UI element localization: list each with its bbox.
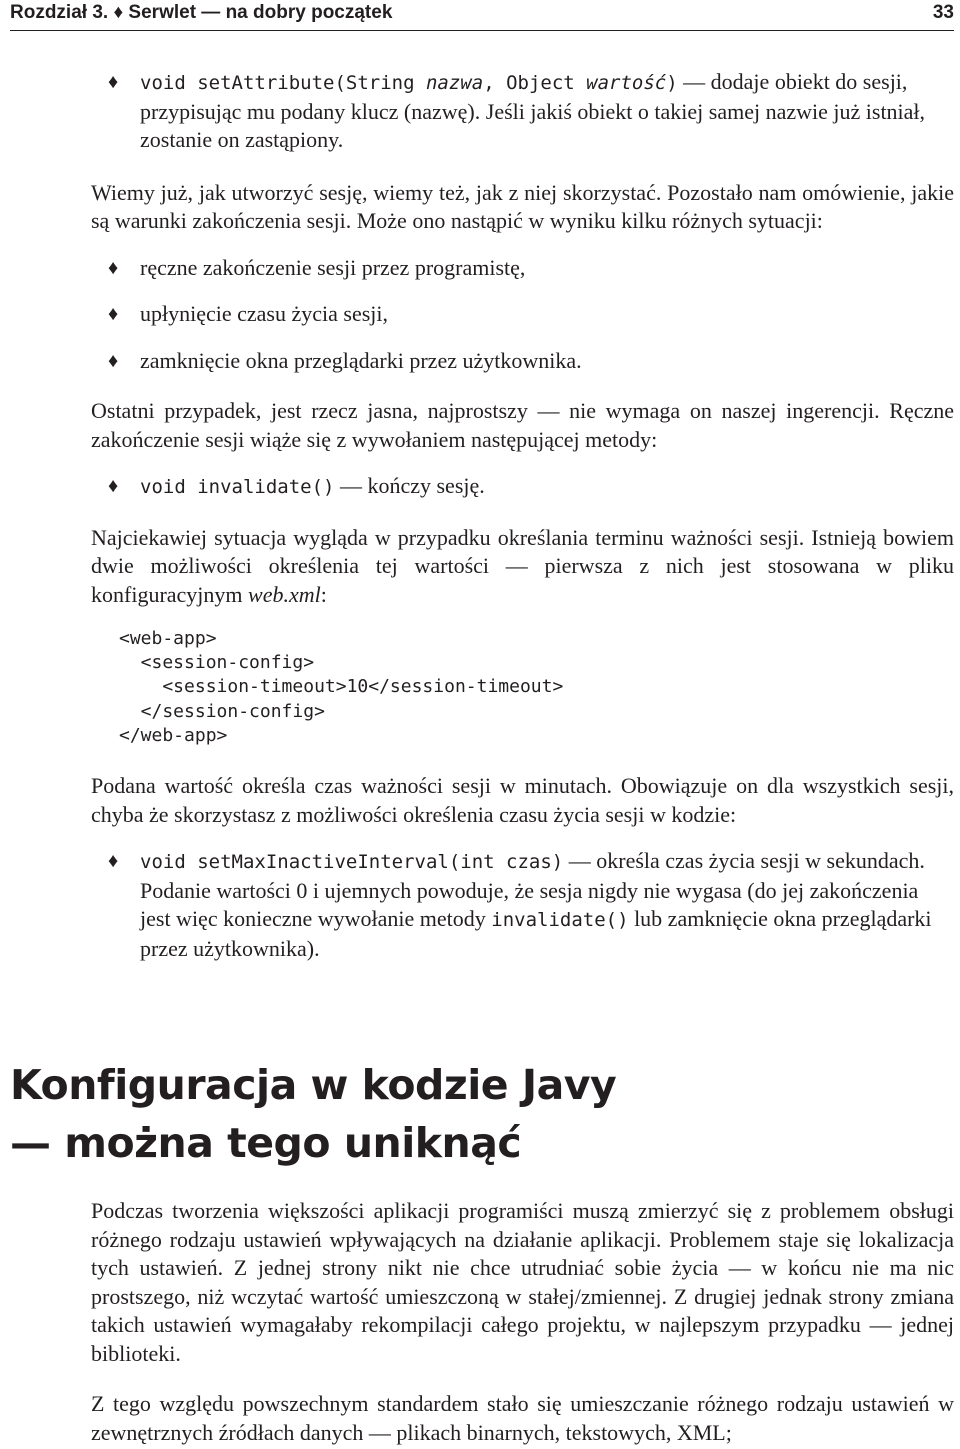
section-heading-line: — można tego uniknąć — [10, 1119, 522, 1167]
paragraph: Podczas tworzenia większości aplikacji programiści muszą zmierzyć się z problemem obsługi różnego rodzaju ustawień wpływających na działanie aplikacji. Problemem staje się lokalizacja tych ustawień. Z jednej strony nikt nie chce utrudniać sobie życia — w końcu nie ma nic prostszego, niż wczytać wartość umieszczoną w stałej/zmiennej. Z drugiej jednak strony zmiana takich ustawień wymagałaby rekompilacji całego projektu, w najlepszym przypadku — jednej biblioteki. — [91, 1198, 954, 1366]
list-item — [91, 347, 954, 376]
chapter-title: Rozdział 3. ♦ Serwlet — na dobry początek — [10, 2, 393, 23]
paragraph: Podana wartość określa czas ważności sesji w minutach. Obowiązuje on dla wszystkich sesji, chyba że skorzystasz z możliwości określenia czasu życia sesji w kodzie: — [91, 773, 954, 827]
list-item — [91, 300, 954, 329]
bullet-list-setattribute — [91, 68, 954, 155]
diamond-bullet-icon: ♦ — [108, 71, 119, 93]
section-heading — [10, 1056, 954, 1172]
paragraph — [91, 524, 954, 610]
item-description: lub zamknięcie okna przeglądarki przez użytkownika). — [140, 906, 932, 961]
code-signature: void setMaxInactiveInterval(int czas) — [140, 851, 564, 874]
paragraph: Wiemy już, jak utworzyć sesję, wiemy też, jak z niej skorzystać. Pozostało nam omówienie, jakie są warunki zakończenia sesji. Może ono nastąpić w wyniku kilku różnych sytuacji: — [91, 179, 954, 233]
code-signature: void invalidate() — [140, 476, 335, 498]
code-signature: ) — [666, 72, 678, 94]
diamond-bullet-icon: ♦ — [108, 256, 119, 279]
list-item — [91, 472, 954, 502]
diamond-bullet-icon: ♦ — [108, 303, 119, 325]
paragraph-text: Najciekawiej sytuacja wygląda w przypadku określania terminu ważności sesji. Istnieją bowiem dwie możliwości określenia tej wartości — pierwsza z nich jest stosowana w pliku konfiguracyjnym — [91, 524, 954, 607]
paragraph: Ostatni przypadek, jest rzecz jasna, najprostszy — nie wymaga on naszej ingerencji. Ręczne zakończenie sesji wiąże się z wywołaniem następującej metody: — [91, 398, 954, 452]
bullet-list-invalidate — [91, 472, 954, 502]
list-item-text: zamknięcie okna przeglądarki przez użytkownika. — [140, 347, 582, 373]
list-item-text: ręczne zakończenie sesji przez programistę, — [140, 254, 526, 280]
list-item — [91, 254, 954, 283]
item-description: — dodaje obiekt do sesji, przypisując mu podany klucz (nazwę). Jeśli jakiś obiekt o takiej samej nazwie już istniał, zostanie on zastąpiony. — [140, 69, 926, 152]
item-description: — kończy sesję. — [334, 473, 485, 498]
bullet-list-max-inactive — [91, 847, 954, 963]
body-text — [91, 68, 954, 963]
page-number: 33 — [932, 2, 954, 23]
item-description: — określa czas życia sesji w sekundach. Podanie wartości 0 i ujemnych powoduje, że sesja nigdy nie wygasa (do jej zakończenia jest więc konieczne wywołanie metody — [140, 848, 925, 932]
diamond-bullet-icon: ♦ — [108, 349, 119, 372]
code-param: wartość — [586, 72, 667, 94]
code-block: <web-app> <session-config> <session-timeout>10</session-timeout> </session-config> </web-app> — [119, 628, 564, 746]
paragraph-text: : — [320, 581, 327, 607]
code-signature: void setAttribute(String — [140, 72, 426, 94]
diamond-bullet-icon: ♦ — [108, 850, 119, 873]
list-item — [91, 847, 954, 963]
code-signature: , Object — [483, 72, 587, 94]
code-method: invalidate() — [491, 909, 629, 932]
section-body — [91, 1197, 954, 1447]
list-item — [91, 68, 954, 155]
header-rule — [10, 30, 954, 31]
file-name: web.xml — [248, 581, 321, 607]
section-heading-line: Konfiguracja w kodzie Javy — [10, 1061, 617, 1109]
running-header — [10, 0, 954, 28]
paragraph: Z tego względu powszechnym standardem stało się umieszczanie różnego rodzaju ustawień w zewnętrznych źródłach danych — plikach binarnych, tekstowych, XML; — [91, 1391, 954, 1445]
bullet-list-session-end — [91, 254, 954, 376]
list-item-text: upłynięcie czasu życia sesji, — [140, 301, 389, 326]
diamond-bullet-icon: ♦ — [108, 475, 119, 497]
code-param: nazwa — [425, 72, 484, 94]
